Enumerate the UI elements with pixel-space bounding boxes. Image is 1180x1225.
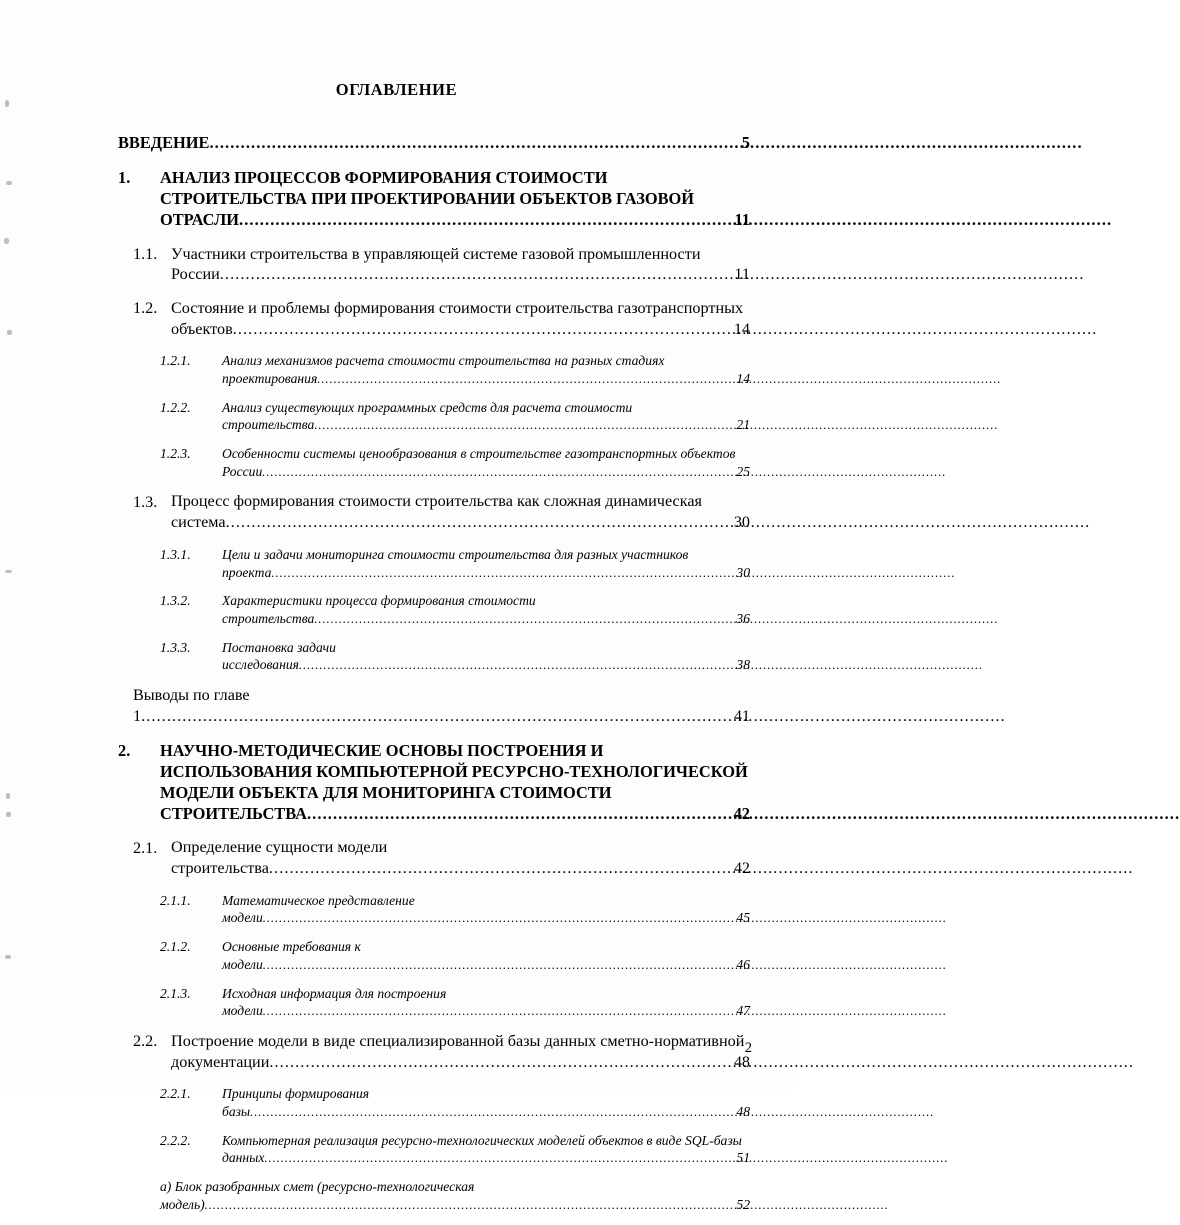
toc-entry-title-tail: России (171, 265, 220, 284)
toc-entry-number: 1.2.3. (160, 446, 191, 462)
toc-entry-page: 14 (736, 371, 750, 387)
toc-entry-title: Компьютерная реализация ресурсно-технологических моделей объектов в виде SQL-базы (222, 1132, 742, 1148)
toc-entry-page: 42 (733, 859, 750, 878)
toc-entry-title-tail: модель) (160, 1196, 205, 1212)
dot-leader (263, 1002, 737, 1020)
scan-artifact (7, 330, 12, 335)
dot-leader (307, 803, 734, 824)
toc-entry-page: 52 (736, 1196, 750, 1212)
toc-entry-number: 1.3.3. (160, 639, 191, 655)
toc-entry-page: 41 (733, 706, 750, 725)
toc-entry-title: Принципы формирования (222, 1086, 370, 1102)
scan-artifact (5, 100, 9, 107)
toc-entry-page: 11 (734, 210, 750, 229)
toc-entry-title-tail: документации (171, 1052, 270, 1071)
dot-leader (226, 512, 734, 533)
toc-entry[interactable] (160, 1178, 750, 1213)
dot-leader (317, 370, 736, 388)
toc-entry-title: АНАЛИЗ ПРОЦЕССОВ ФОРМИРОВАНИЯ СТОИМОСТИ СТРОИТЕЛЬСТВА ПРИ ПРОЕКТИРОВАНИИ ОБЪЕКТОВ ГАЗОВОЙ (160, 168, 695, 208)
toc-entry-number: 1.3.2. (160, 593, 191, 609)
toc-entry[interactable] (160, 1085, 750, 1120)
toc-entry-title-tail: России (222, 463, 263, 479)
scan-artifact (5, 955, 11, 959)
toc-entry-title: Математическое представление (222, 892, 415, 908)
toc-entry[interactable] (160, 546, 750, 581)
dot-leader (262, 463, 736, 481)
toc-entry[interactable] (160, 445, 750, 480)
dot-leader (239, 209, 734, 230)
toc-entry[interactable] (133, 685, 750, 726)
dot-leader (299, 656, 736, 674)
toc-entry-page: 30 (733, 513, 750, 532)
dot-leader (263, 956, 737, 974)
page-number: 2 (744, 1040, 752, 1056)
toc-entry-number: 2. (118, 740, 131, 760)
toc-entry-title: Исходная информация для построения (222, 985, 447, 1001)
toc-entry-page: 36 (736, 610, 750, 626)
dot-leader (220, 264, 735, 285)
toc-entry-title-tail: ВВЕДЕНИЕ (118, 133, 210, 152)
toc-entry[interactable] (133, 492, 750, 533)
dot-leader (205, 1196, 737, 1214)
toc-entry[interactable] (118, 132, 750, 153)
toc-entry-page: 46 (736, 956, 750, 972)
page-title: ОГЛАВЛЕНИЕ (335, 80, 458, 99)
toc-entry-title-tail: модели (222, 956, 263, 972)
toc-entry-number: 2.1.3. (160, 985, 191, 1001)
toc-entry-title-tail: проектирования (222, 371, 318, 387)
toc-entry-page: 21 (736, 417, 750, 433)
toc-entry-title: Анализ механизмов расчета стоимости строительства на разных стадиях (222, 353, 665, 369)
toc-entry[interactable] (160, 399, 750, 434)
dot-leader (141, 706, 734, 727)
toc-entry-page: 38 (736, 657, 750, 673)
toc-entry-number: 1.3. (133, 492, 158, 511)
scan-artifact (6, 181, 12, 185)
scan-artifact (5, 570, 12, 573)
dot-leader (269, 858, 734, 879)
dot-leader (264, 1149, 736, 1167)
toc-entry-page: 25 (736, 463, 750, 479)
toc-entry[interactable] (160, 639, 750, 674)
toc-entry[interactable] (118, 167, 750, 230)
toc-entry[interactable] (160, 892, 750, 927)
scan-artifact (4, 238, 9, 244)
toc-entry-page: 45 (736, 910, 750, 926)
toc-entry-title-tail: строительства (171, 859, 269, 878)
scan-artifact (6, 793, 10, 799)
toc-entry-number: 1.3.1. (160, 546, 191, 562)
toc-entry-number: 1. (118, 168, 131, 187)
toc-entry[interactable] (160, 985, 750, 1020)
toc-entry-number: 1.2. (133, 299, 158, 318)
toc-entry[interactable] (160, 1132, 750, 1167)
toc-entry[interactable] (160, 352, 750, 387)
toc-entry-title-tail: базы (222, 1103, 251, 1119)
toc-entry-title-tail: строительства (222, 610, 315, 626)
toc-entry-page: 48 (736, 1103, 750, 1119)
toc-entry-title: Анализ существующих программных средств для расчета стоимости (222, 399, 633, 415)
toc-entry-title-tail: модели (222, 910, 263, 926)
toc-entry-title-tail: СТРОИТЕЛЬСТВА (160, 803, 307, 823)
toc-entry-title-tail: 1 (133, 706, 142, 725)
dot-leader (233, 319, 734, 340)
toc-entry[interactable] (133, 838, 750, 879)
toc-entry-page: 48 (733, 1052, 750, 1071)
toc-entry-title-tail: система (171, 513, 226, 532)
toc-entry-number: 2.2.2. (160, 1132, 191, 1148)
dot-leader (271, 564, 736, 582)
toc-entry-page: 51 (736, 1150, 750, 1166)
toc-entry[interactable] (133, 244, 750, 285)
toc-entry-title: Характеристики процесса формирования стоимости (222, 593, 536, 609)
toc-entry[interactable] (160, 938, 750, 973)
toc-entry-page: 47 (736, 1003, 750, 1019)
toc-entry-title: Цели и задачи мониторинга стоимости строительства для разных участников (222, 546, 689, 562)
toc-entry[interactable] (160, 592, 750, 627)
table-of-contents (118, 132, 750, 1225)
toc-entry[interactable] (118, 740, 750, 824)
toc-entry-title: Выводы по главе (133, 686, 250, 705)
dot-leader (263, 909, 737, 927)
toc-entry-page: 11 (734, 265, 750, 284)
dot-leader (314, 416, 736, 434)
toc-entry-number: 1.2.1. (160, 353, 191, 369)
toc-entry-title: а) Блок разобранных смет (ресурсно-технологическая (160, 1179, 475, 1195)
toc-entry-title: Постановка задачи (222, 639, 336, 655)
toc-entry-title-tail: модели (222, 1003, 263, 1019)
toc-entry-title-tail: объектов (171, 319, 233, 338)
toc-entry-number: 1.2.2. (160, 399, 191, 415)
toc-entry-title-tail: проекта (222, 564, 272, 580)
toc-entry-title: Особенности системы ценообразования в строительстве газотранспортных объектов (222, 446, 736, 462)
toc-entry-page: 42 (733, 803, 750, 823)
toc-entry-number: 2.1. (133, 838, 158, 857)
toc-entry-title: Построение модели в виде специализированной базы данных сметно-нормативной (171, 1031, 745, 1050)
scan-artifact (6, 812, 11, 817)
toc-entry[interactable] (133, 298, 750, 339)
toc-entry-page: 14 (733, 319, 750, 338)
toc-entry-title-tail: данных (222, 1150, 265, 1166)
toc-entry-title: Основные требования к (222, 939, 361, 955)
dot-leader (314, 610, 736, 628)
dot-leader (209, 132, 741, 153)
toc-entry-title: Состояние и проблемы формирования стоимости строительства газотранспортных (171, 298, 744, 317)
toc-entry-title: Определение сущности модели (171, 838, 388, 857)
toc-entry-title: НАУЧНО-МЕТОДИЧЕСКИЕ ОСНОВЫ ПОСТРОЕНИЯ И ИСПОЛЬЗОВАНИЯ КОМПЬЮТЕРНОЙ РЕСУРСНО-ТЕХНОЛОГИЧЕСКОЙ МОДЕЛИ ОБЪЕКТА ДЛЯ МОНИТОРИНГА СТОИМОСТИ (160, 740, 748, 802)
toc-entry-number: 2.1.1. (160, 892, 191, 908)
toc-entry-title-tail: ОТРАСЛИ (160, 210, 240, 229)
dot-leader (250, 1103, 736, 1121)
toc-entry-number: 2.2. (133, 1032, 158, 1051)
toc-entry-number: 1.1. (133, 245, 158, 263)
toc-entry-title-tail: строительства (222, 417, 315, 433)
toc-entry-page: 30 (736, 564, 750, 580)
toc-entry-title: Участники строительства в управляющей системе газовой промышленности (171, 244, 701, 263)
toc-entry-number: 2.1.2. (160, 939, 191, 955)
toc-entry-number: 2.2.1. (160, 1086, 191, 1102)
toc-entry-title-tail: исследования (222, 657, 299, 673)
toc-entry-page: 5 (741, 133, 750, 152)
toc-entry-title: Процесс формирования стоимости строительства как сложная динамическая (171, 492, 702, 511)
